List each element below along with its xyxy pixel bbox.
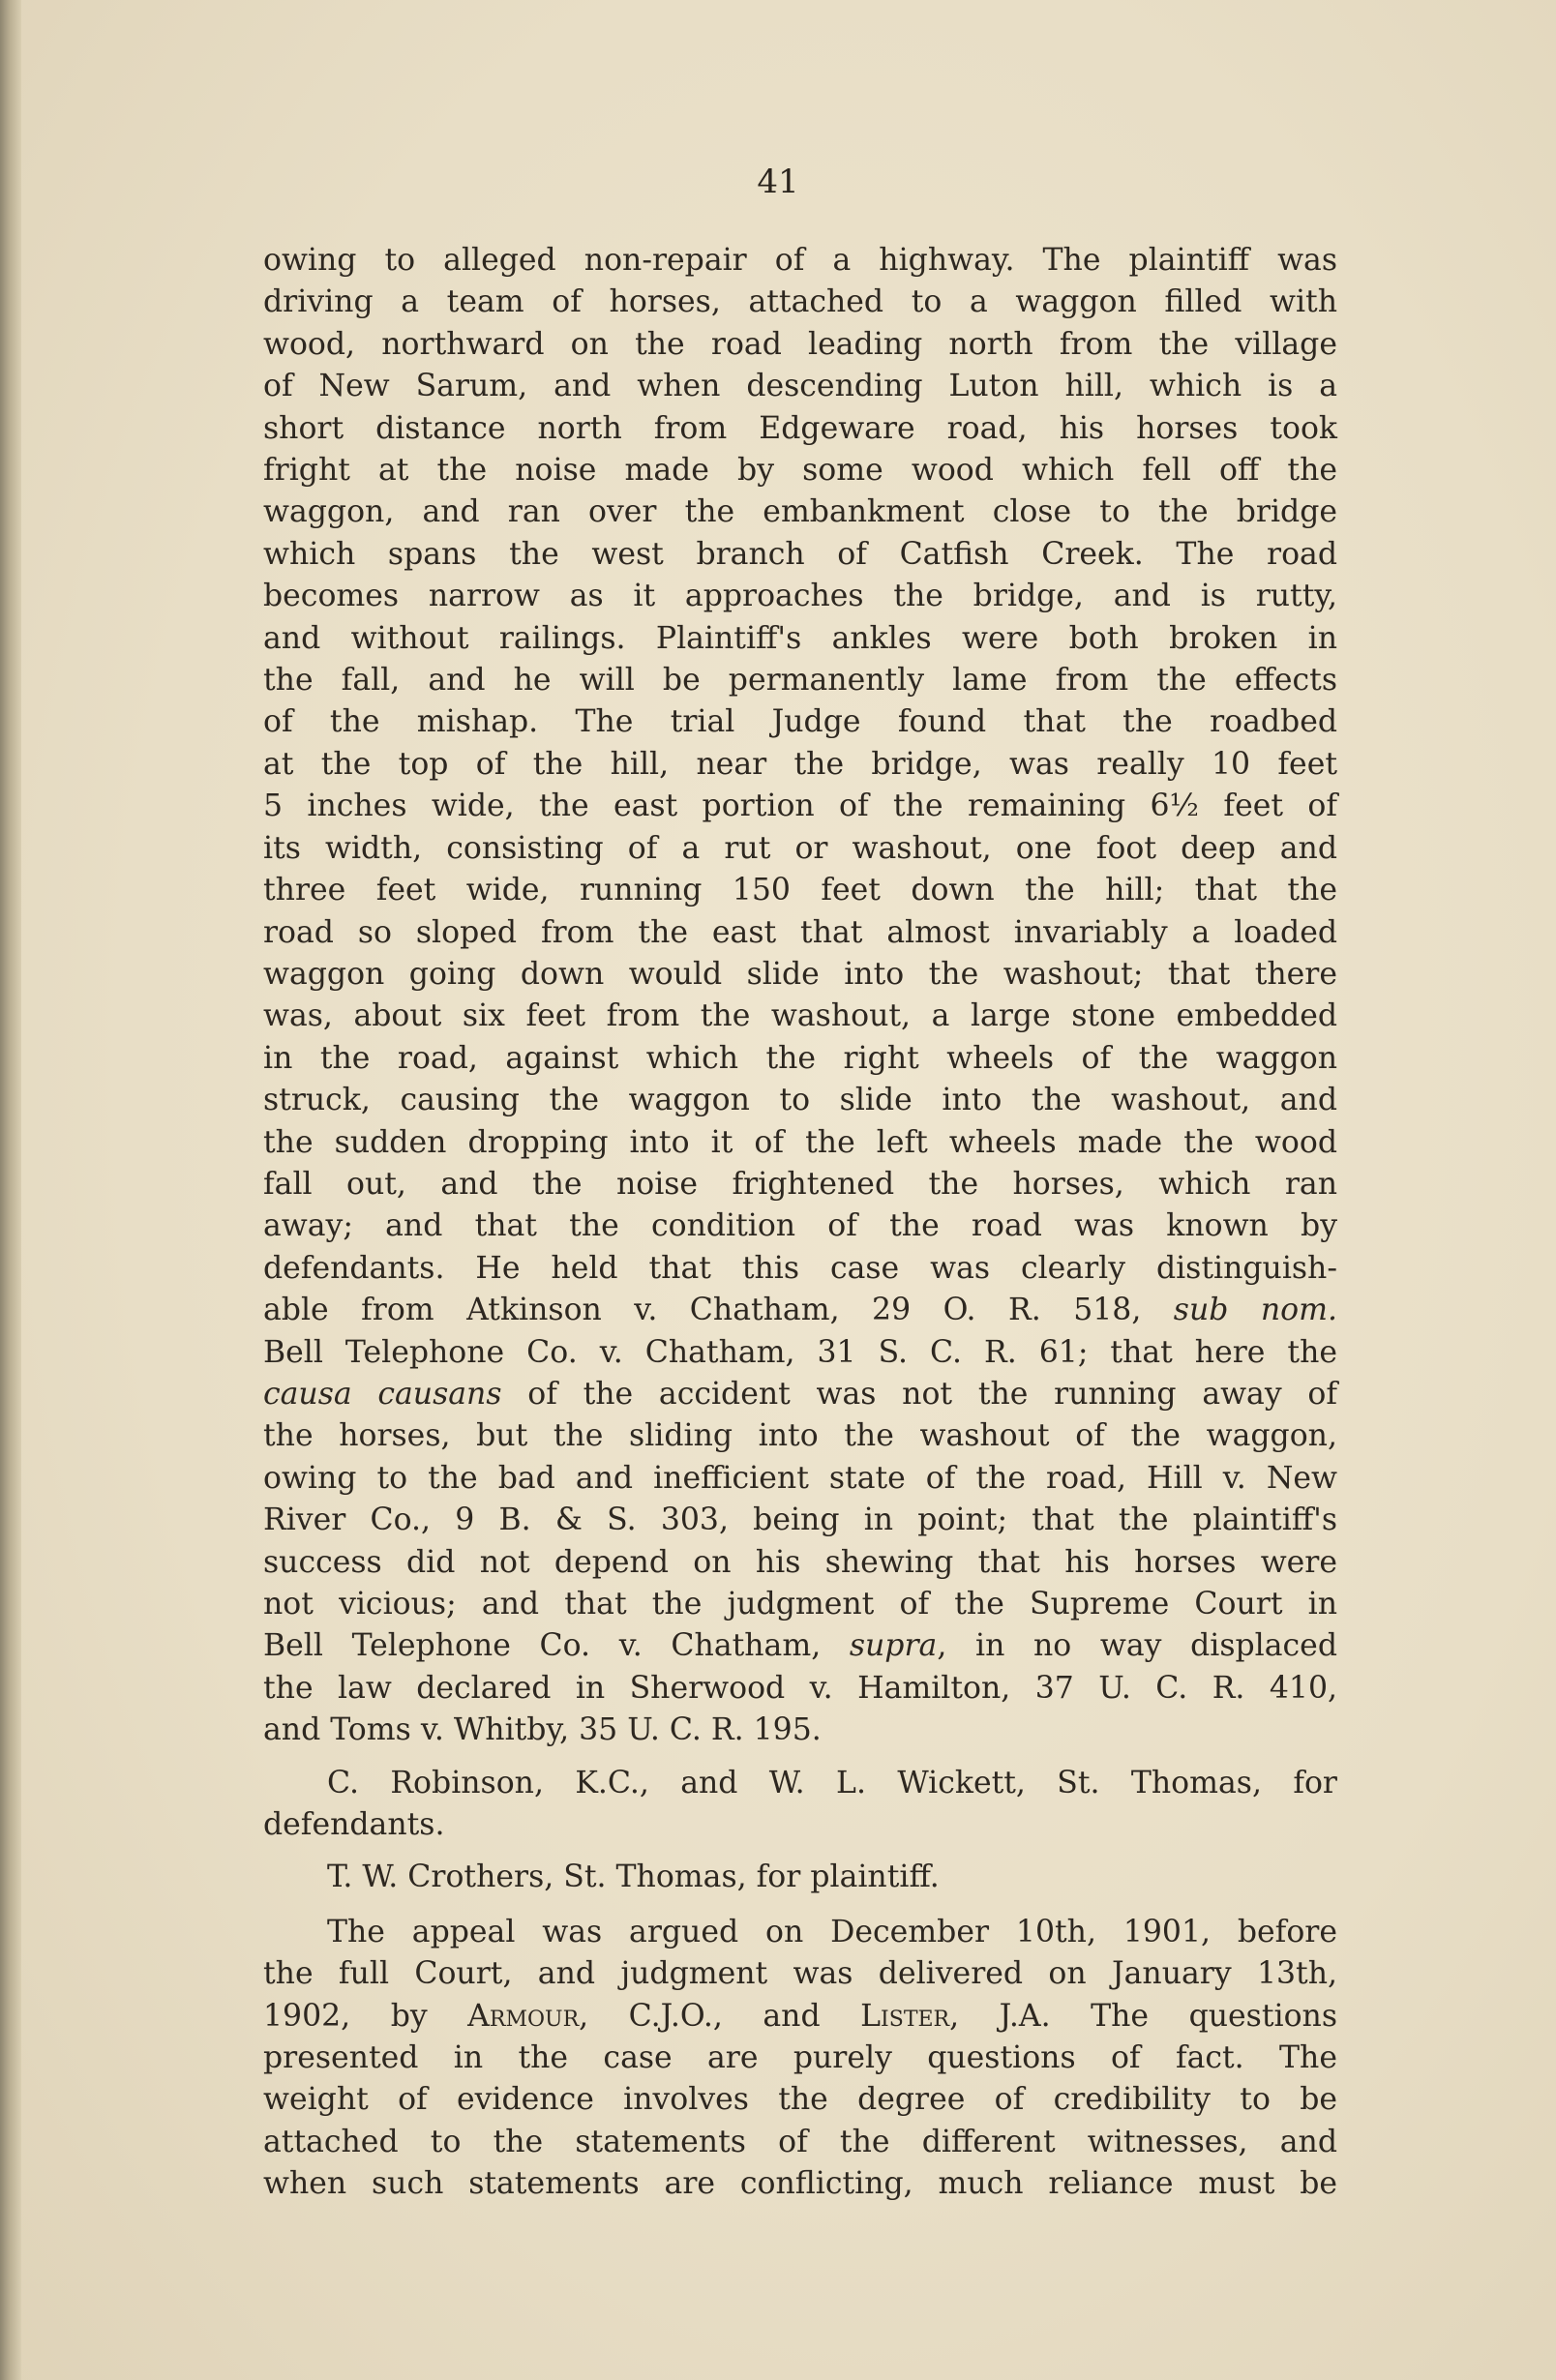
text-line <box>263 1625 1337 1667</box>
text-line: the horses, but the sliding into the washout of the waggon, <box>263 1418 1337 1454</box>
text-line: the sudden dropping into it of the left wheels made the wood <box>263 1124 1337 1160</box>
text-line: fall out, and the noise frightened the horses, which ran <box>263 1166 1337 1202</box>
text-line: in the road, against which the right wheels of the waggon <box>263 1040 1337 1076</box>
judgment-paragraph <box>263 1912 1337 2206</box>
text-line: struck, causing the waggon to slide into the washout, and <box>263 1083 1337 1118</box>
text-line: which spans the west branch of Catfish Creek. The road <box>263 536 1337 572</box>
text-line: the full Court, and judgment was delivered on January 13th, <box>263 1956 1337 1992</box>
text-line: of New Sarum, and when descending Luton hill, which is a <box>263 369 1337 404</box>
judge-name: Armour <box>467 1998 580 2034</box>
text-line: defendants. He held that this case was clearly distinguish- <box>263 1250 1337 1286</box>
text-line: the fall, and he will be permanently lame from the effects <box>263 663 1337 699</box>
text-line <box>263 1374 1337 1415</box>
text-line: defendants. <box>263 1807 445 1843</box>
text-line: fright at the noise made by some wood which fell off the <box>263 453 1337 489</box>
text-line: away; and that the condition of the road was known by <box>263 1208 1337 1244</box>
text-line: of the mishap. The trial Judge found that the roadbed <box>263 704 1337 740</box>
text-line: at the top of the hill, near the bridge, was really 10 feet <box>263 746 1337 782</box>
paragraph-spacer <box>263 1899 1337 1912</box>
text-line: and Toms v. Whitby, 35 U. C. R. 195. <box>263 1712 822 1748</box>
text-line: waggon, and ran over the embankment close to the bridge <box>263 494 1337 530</box>
text-line: wood, northward on the road leading north from the village <box>263 326 1337 362</box>
body-text <box>263 240 1337 2206</box>
text-line: success did not depend on his shewing that his horses were <box>263 1544 1337 1580</box>
text-run: Bell Telephone Co. v. Chatham, <box>263 1628 822 1664</box>
first-paragraph <box>263 240 1337 1752</box>
text-line: its width, consisting of a rut or washout, one foot deep and <box>263 830 1337 866</box>
paragraph-spacer <box>263 1752 1337 1763</box>
text-run: able from Atkinson v. Chatham, 29 O. R. 518, <box>263 1293 1142 1328</box>
text-line: weight of evidence involves the degree of credibility to be <box>263 2082 1337 2118</box>
text-run: of the accident was not the running away of <box>527 1376 1337 1412</box>
text-line: and without railings. Plaintiff's ankles were both broken in <box>263 620 1337 656</box>
page-binding-edge <box>0 0 21 2380</box>
counsel-plaintiff <box>263 1857 1337 1898</box>
text-line: C. Robinson, K.C., and W. L. Wickett, St. Thomas, for <box>327 1765 1337 1800</box>
text-line: Bell Telephone Co. v. Chatham, 31 S. C. R. 61; that here the <box>263 1334 1337 1370</box>
text-line: owing to alleged non-repair of a highway. The plaintiff was <box>263 243 1337 278</box>
text-line: when such statements are conflicting, much reliance must be <box>263 2166 1337 2202</box>
judge-name: Lister <box>860 1998 950 2034</box>
text-line: was, about six feet from the washout, a large stone embedded <box>263 998 1337 1034</box>
text-run: 1902, by <box>263 1998 428 2034</box>
counsel-defendants <box>263 1763 1337 1847</box>
italic-term: supra <box>849 1628 938 1664</box>
italic-term: causa causans <box>263 1376 502 1412</box>
text-line: waggon going down would slide into the washout; that there <box>263 956 1337 992</box>
italic-term: sub nom. <box>1173 1293 1338 1328</box>
text-line: road so sloped from the east that almost invariably a loaded <box>263 914 1337 950</box>
text-run: , in no way displaced <box>937 1628 1337 1664</box>
text-line: three feet wide, running 150 feet down the hill; that the <box>263 873 1337 908</box>
text-line: attached to the statements of the different witnesses, and <box>263 2124 1337 2159</box>
text-line: 5 inches wide, the east portion of the remaining 6½ feet of <box>263 788 1337 824</box>
text-line: owing to the bad and inefficient state of the road, Hill v. New <box>263 1460 1337 1496</box>
text-line: becomes narrow as it approaches the bridge, and is rutty, <box>263 579 1337 614</box>
page-number: 41 <box>757 163 799 201</box>
text-line <box>263 1290 1337 1331</box>
text-line <box>263 1996 1337 2038</box>
text-run: , C.J.O., and <box>579 1998 821 2034</box>
text-line: the law declared in Sherwood v. Hamilton, 37 U. C. R. 410, <box>263 1670 1337 1706</box>
text-line: presented in the case are purely questions of fact. The <box>263 2040 1337 2076</box>
paragraph-spacer <box>263 1846 1337 1857</box>
text-run: , J.A. The questions <box>949 1998 1337 2034</box>
text-line: short distance north from Edgeware road, his horses took <box>263 410 1337 446</box>
text-line: T. W. Crothers, St. Thomas, for plaintiff. <box>327 1859 940 1895</box>
text-line: River Co., 9 B. & S. 303, being in point; that the plaintiff's <box>263 1502 1337 1538</box>
text-line: driving a team of horses, attached to a waggon filled with <box>263 284 1337 320</box>
text-line: The appeal was argued on December 10th, 1901, before <box>327 1914 1337 1949</box>
text-line: not vicious; and that the judgment of the Supreme Court in <box>263 1587 1337 1621</box>
